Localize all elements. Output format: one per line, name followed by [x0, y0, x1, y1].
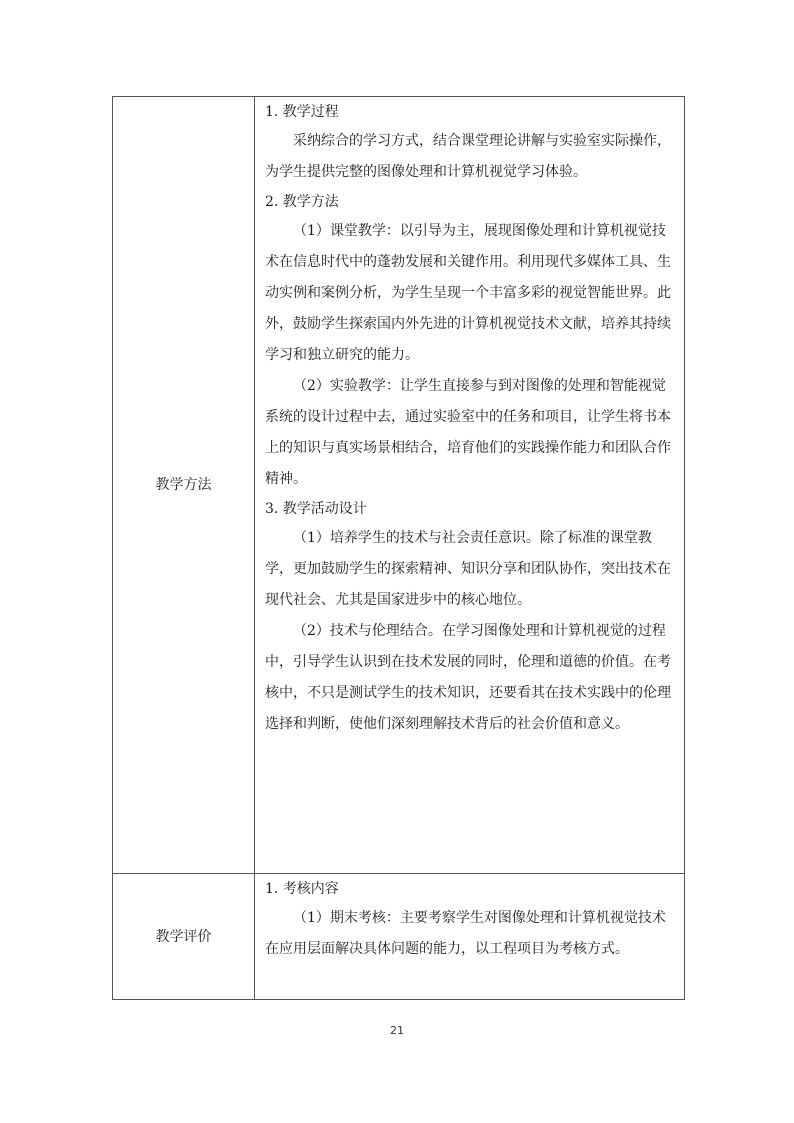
row-content-teaching-method [255, 97, 685, 874]
paragraph-ethics: （2）技术与伦理结合。在学习图像处理和计算机视觉的过程中，引导学生认识到在技术发展的同时，伦理和道德的价值。在考核中，不只是测试学生的技术知识，还要看其在技术实践中的伦理选择和判断，使他们深刻理解技术背后的社会价值和意义。 [265, 623, 671, 732]
course-table [112, 96, 685, 1000]
row-label-teaching-method: 教学方法 [113, 97, 255, 874]
row-label-teaching-evaluation: 教学评价 [113, 874, 255, 1000]
table-row-teaching-method [113, 97, 685, 874]
section-heading-teaching-process: 1. 教学过程 [265, 104, 339, 120]
paragraph-teaching-process: 采纳综合的学习方式，结合课堂理论讲解与实验室实际操作，为学生提供完整的图像处理和计算机视觉学习体验。 [265, 133, 671, 180]
section-heading-assessment-content: 1. 考核内容 [265, 881, 339, 897]
section-heading-teaching-methods: 2. 教学方法 [265, 194, 339, 210]
table-row-teaching-evaluation [113, 874, 685, 1000]
paragraph-classroom-teaching: （1）课堂教学：以引导为主，展现图像处理和计算机视觉技术在信息时代中的蓬勃发展和关键作用。利用现代多媒体工具、生动实例和案例分析，为学生呈现一个丰富多彩的视觉智能世界。此外，鼓励学生探索国内外先进的计算机视觉技术文献，培养其持续学习和独立研究的能力。 [265, 223, 671, 363]
row-content-teaching-evaluation [255, 874, 685, 1000]
paragraph-final-exam: （1）期末考核：主要考察学生对图像处理和计算机视觉技术在应用层面解决具体问题的能力，以工程项目为考核方式。 [265, 910, 666, 957]
paragraph-responsibility: （1）培养学生的技术与社会责任意识。除了标准的课堂教学，更加鼓励学生的探索精神、知识分享和团队协作，突出技术在现代社会、尤其是国家进步中的核心地位。 [265, 530, 671, 608]
paragraph-lab-teaching: （2）实验教学：让学生直接参与到对图像的处理和智能视觉系统的设计过程中去，通过实验室中的任务和项目，让学生将书本上的知识与真实场景相结合，培育他们的实践操作能力和团队合作精神。 [265, 378, 671, 487]
page-number: 21 [390, 1024, 404, 1037]
section-heading-activity-design: 3. 教学活动设计 [265, 501, 367, 517]
